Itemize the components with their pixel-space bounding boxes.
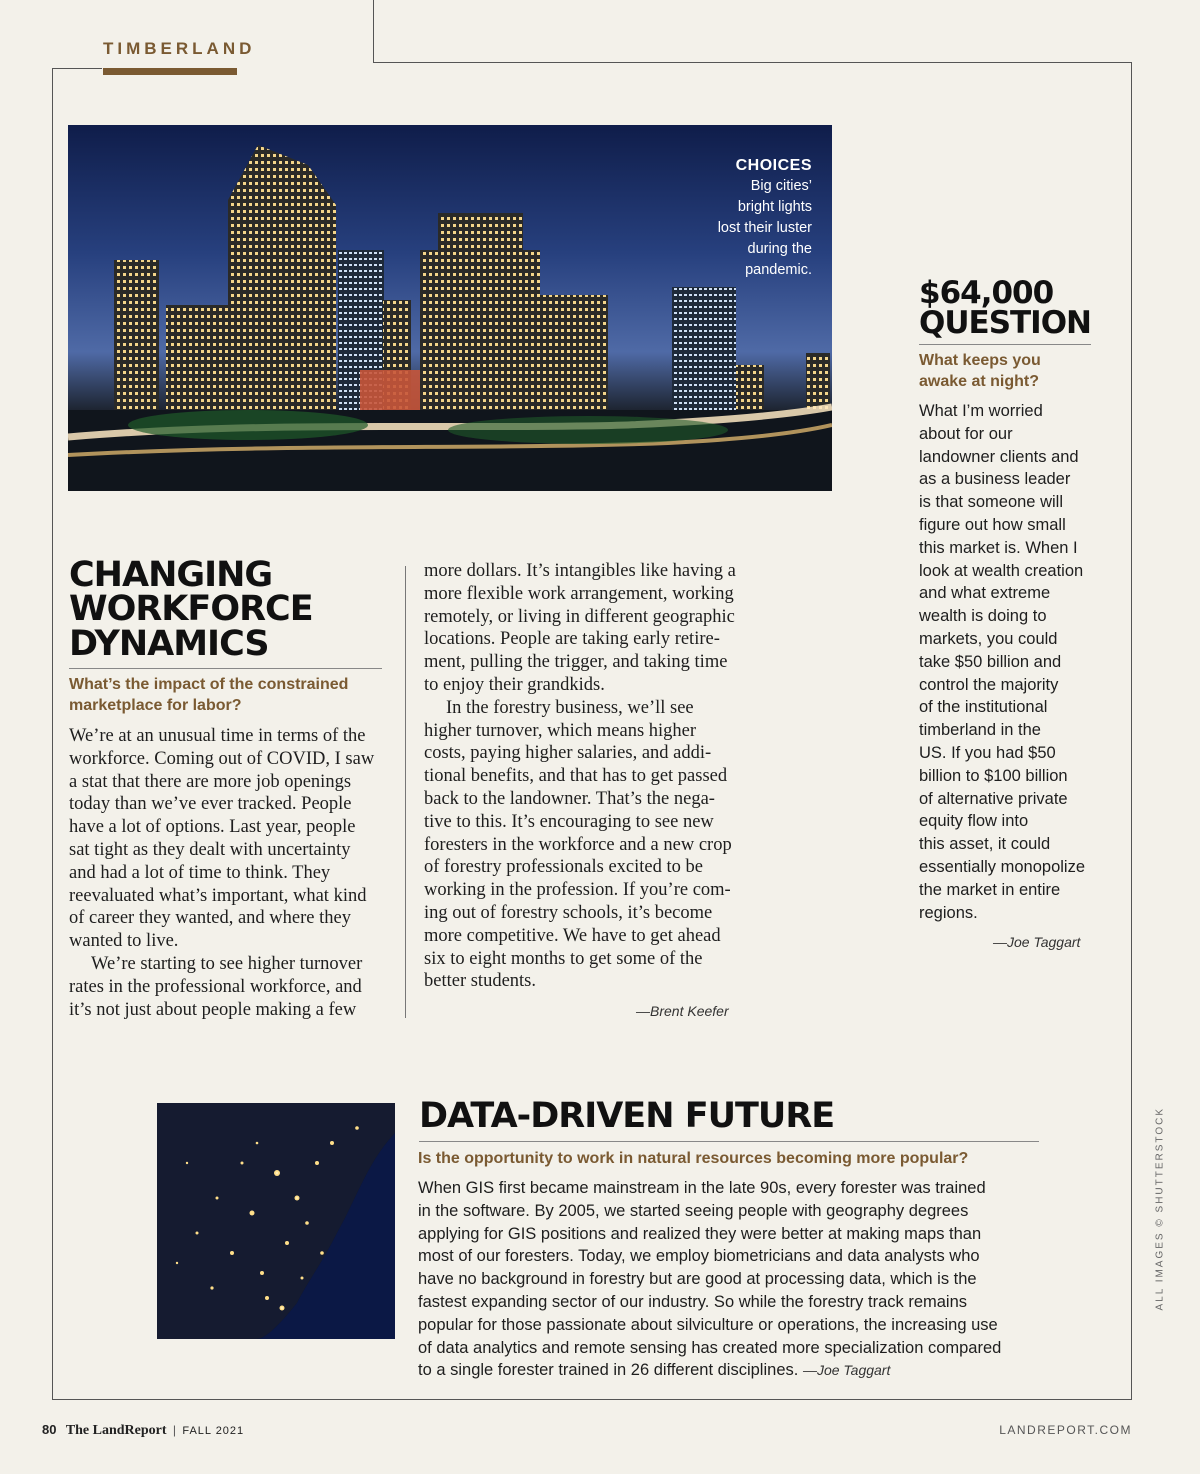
body-line: have no background in forestry but are good at processing data, which is the <box>418 1270 977 1289</box>
body-line: ing out of forestry schools, it’s become <box>424 902 713 923</box>
body-line: back to the landowner. That’s the nega- <box>424 788 715 809</box>
frame-bottom <box>52 1399 1132 1400</box>
body-line: markets, you could <box>919 629 1058 648</box>
body-line: What I’m worried <box>919 402 1043 420</box>
sidebar-title-line: QUESTION <box>919 305 1092 342</box>
workforce-deck-line: marketplace for labor? <box>69 697 242 714</box>
footer-separator: | <box>172 1423 177 1437</box>
workforce-title-line: WORKFORCE <box>69 589 313 630</box>
body-line: ment, pulling the trigger, and taking time <box>424 652 728 673</box>
workforce-deck-line: What’s the impact of the constrained <box>69 676 349 693</box>
body-line: billion to $100 billion <box>919 766 1068 785</box>
sidebar-signature: —Joe Taggart <box>993 934 1081 950</box>
body-line: the market in entire <box>919 880 1061 899</box>
body-line: reevaluated what’s important, what kind <box>69 885 367 906</box>
body-line: as a business leader <box>919 470 1071 489</box>
body-line: control the majority <box>919 675 1059 694</box>
last-line-text: to a single forester trained in 26 different disciplines. <box>418 1361 799 1380</box>
body-line: wanted to live. <box>69 931 179 952</box>
caption-line: bright lights <box>737 199 812 215</box>
sidebar-deck-line: awake at night? <box>919 373 1040 390</box>
body-line: workforce. Coming out of COVID, I saw <box>69 748 375 769</box>
workforce-title-line: DYNAMICS <box>69 623 269 664</box>
body-line: this asset, it could <box>919 835 1051 854</box>
caption-line: pandemic. <box>745 262 812 278</box>
body-line: remotely, or living in different geographic <box>424 606 735 627</box>
data-future-body <box>418 1177 1001 1382</box>
workforce-rule <box>69 668 382 669</box>
sidebar-deck <box>919 350 1041 392</box>
body-line: rates in the professional workforce, and <box>69 976 362 997</box>
data-future-signature: —Joe Taggart <box>802 1362 891 1379</box>
body-line: foresters in the workforce and a new crop <box>424 834 732 855</box>
sidebar-title <box>919 275 1092 342</box>
body-line: most of our foresters. Today, we employ biometricians and data analysts who <box>418 1247 980 1266</box>
body-line: in the software. By 2005, we started seeing people with geography degrees <box>418 1201 969 1220</box>
body-line: is that someone will <box>919 493 1063 512</box>
body-line: better students. <box>424 971 537 992</box>
body-line: of data analytics and remote sensing has created more specialization compared <box>418 1338 1002 1357</box>
photo-credit: ALL IMAGES © SHUTTERSTOCK <box>1154 1106 1166 1311</box>
body-line: tional benefits, and that has to get passed <box>424 766 728 787</box>
body-line: six to eight months to get some of the <box>424 948 703 969</box>
footer-url[interactable]: LANDREPORT.COM <box>999 1423 1132 1437</box>
caption-title: CHOICES <box>735 157 812 174</box>
body-line: and what extreme <box>919 584 1051 603</box>
frame-right <box>1131 62 1132 1400</box>
workforce-column-2 <box>424 560 754 993</box>
frame-top-left <box>52 68 102 69</box>
body-line-last <box>418 1359 1001 1382</box>
body-line: working in the profession. If you’re com- <box>424 880 731 901</box>
body-line: higher turnover, which means higher <box>424 720 697 741</box>
body-line: costs, paying higher salaries, and addi- <box>424 743 712 764</box>
sidebar-title-line: $64,000 <box>919 275 1054 311</box>
body-line: more flexible work arrangement, working <box>424 583 734 604</box>
body-line: We’re at an unusual time in terms of the <box>69 726 366 746</box>
sidebar-body <box>919 400 1085 924</box>
body-line: take $50 billion and <box>919 652 1062 671</box>
night-lights-map-photo <box>157 1103 395 1339</box>
body-line: of career they wanted, and where they <box>69 908 351 929</box>
body-line: more competitive. We have to get ahead <box>424 925 721 946</box>
data-future-rule <box>419 1141 1039 1142</box>
body-line: equity flow into <box>919 812 1029 831</box>
body-line: have a lot of options. Last year, people <box>69 817 356 838</box>
column-divider <box>405 566 406 1018</box>
frame-top-notch <box>373 0 374 62</box>
footer-left <box>42 1422 244 1439</box>
section-label: TIMBERLAND <box>103 39 256 58</box>
workforce-column-1 <box>69 725 389 1021</box>
body-line: wealth is doing to <box>919 607 1047 626</box>
body-line: more dollars. It’s intangibles like having a <box>424 561 736 581</box>
sidebar-rule <box>919 344 1091 345</box>
body-line: today than we’ve ever tracked. People <box>69 794 352 815</box>
body-line: to enjoy their grandkids. <box>424 674 605 695</box>
body-line: about for our <box>919 424 1013 443</box>
body-line: popular for those passionate about silviculture or operations, the increasing use <box>418 1315 998 1334</box>
body-line: When GIS first became mainstream in the late 90s, every forester was trained <box>418 1179 986 1197</box>
body-line: of the institutional <box>919 698 1048 717</box>
body-line: a stat that there are more job openings <box>69 771 352 792</box>
issue-season: FALL 2021 <box>182 1425 245 1437</box>
body-line: applying for GIS positions and realized they were better at making maps than <box>418 1224 982 1243</box>
data-future-title: DATA-DRIVEN FUTURE <box>419 1096 835 1136</box>
workforce-title <box>69 555 313 664</box>
workforce-title-line: CHANGING <box>69 555 273 595</box>
page-number: 80 <box>42 1422 57 1437</box>
body-line: figure out how small <box>919 515 1066 534</box>
body-line: essentially monopolize <box>919 857 1086 876</box>
body-line: and had a lot of time to think. They <box>69 862 331 883</box>
body-line: this market is. When I <box>919 538 1078 557</box>
night-map-illustration <box>157 1103 395 1339</box>
section-underline <box>103 68 237 75</box>
body-line: We’re starting to see higher turnover <box>91 953 363 974</box>
photo-caption <box>718 155 812 281</box>
caption-line: lost their luster <box>717 220 812 236</box>
body-line: landowner clients and <box>919 447 1079 466</box>
body-line: tive to this. It’s encouraging to see new <box>424 811 714 832</box>
body-line: locations. People are taking early retire- <box>424 629 720 650</box>
body-line: of alternative private <box>919 789 1068 808</box>
body-line: it’s not just about people making a few <box>69 999 357 1020</box>
body-line: US. If you had $50 <box>919 743 1056 762</box>
workforce-deck <box>69 674 348 716</box>
sidebar-deck-line: What keeps you <box>919 352 1041 369</box>
frame-left <box>52 68 53 1400</box>
body-line: look at wealth creation <box>919 561 1084 580</box>
workforce-signature: —Brent Keefer <box>636 1003 729 1019</box>
frame-top-right <box>373 62 1132 63</box>
magazine-brand: The LandReport <box>65 1423 167 1438</box>
caption-line: Big cities’ <box>750 178 812 194</box>
data-future-deck: Is the opportunity to work in natural resources becoming more popular? <box>418 1150 969 1167</box>
city-skyline-photo <box>68 125 832 491</box>
body-line: sat tight as they dealt with uncertainty <box>69 839 351 860</box>
body-line: of forestry professionals excited to be <box>424 857 703 878</box>
body-line: In the forestry business, we’ll see <box>446 697 694 718</box>
body-line: fastest expanding sector of our industry. So while the forestry track remains <box>418 1292 968 1311</box>
body-line: timberland in the <box>919 721 1041 740</box>
caption-line: during the <box>747 241 812 257</box>
body-line: regions. <box>919 903 978 922</box>
